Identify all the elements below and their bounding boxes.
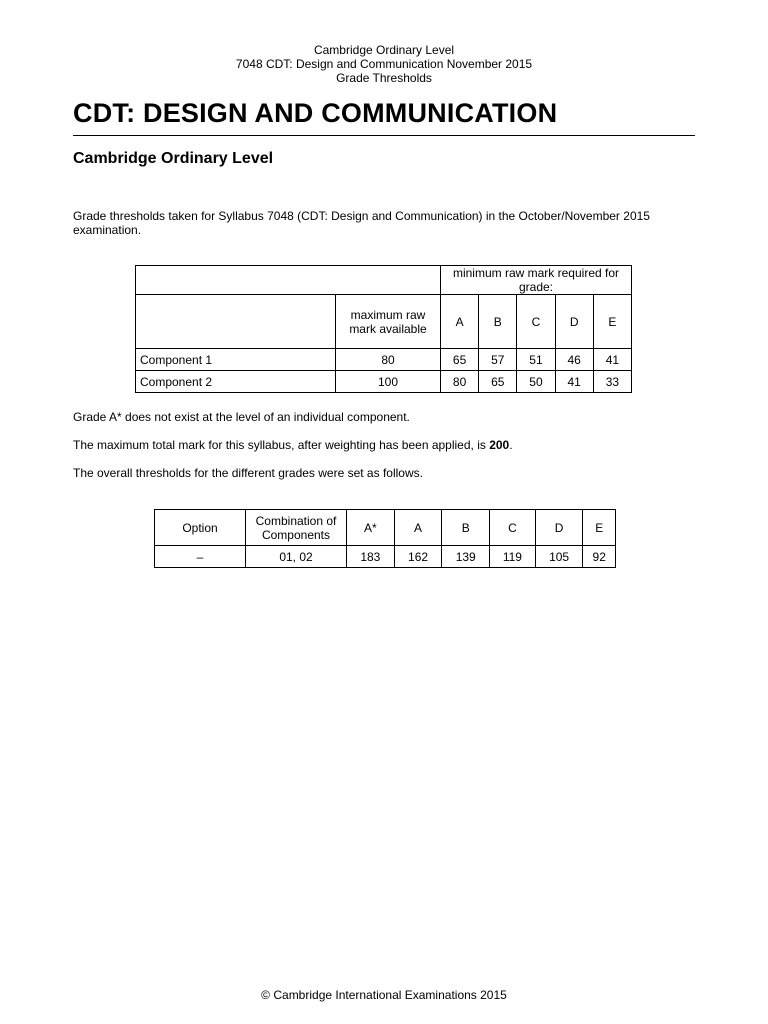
page-title: CDT: DESIGN AND COMMUNICATION	[73, 98, 558, 128]
overall-note: The overall thresholds for the different grades were set as follows.	[73, 466, 423, 480]
threshold-cell: 51	[517, 349, 555, 371]
threshold-cell: 139	[442, 546, 490, 568]
grade-header: B	[479, 295, 517, 349]
threshold-cell: 183	[347, 546, 395, 568]
component-name: Component 1	[136, 349, 336, 371]
copyright-footer: © Cambridge International Examinations 2015	[261, 988, 507, 1002]
combination-cell: 01, 02	[246, 546, 347, 568]
component-thresholds-table	[135, 265, 632, 393]
threshold-cell: 50	[517, 371, 555, 393]
option-header: Option	[155, 510, 246, 546]
max-mark-header: maximum raw mark available	[336, 295, 441, 349]
grade-header: E	[583, 510, 616, 546]
table-header-row	[136, 266, 632, 295]
grade-header: E	[593, 295, 631, 349]
threshold-cell: 41	[593, 349, 631, 371]
empty-label-cell	[136, 295, 336, 349]
threshold-cell: 162	[394, 546, 442, 568]
option-cell: –	[155, 546, 246, 568]
threshold-cell: 92	[583, 546, 616, 568]
max-total-note	[73, 438, 513, 452]
empty-corner-cell	[136, 266, 441, 295]
max-mark-cell: 100	[336, 371, 441, 393]
grade-header: A*	[347, 510, 395, 546]
astar-note: Grade A* does not exist at the level of an individual component.	[73, 410, 410, 424]
intro-paragraph: Grade thresholds taken for Syllabus 7048 (CDT: Design and Communication) in the October/November 2015 examination.	[73, 209, 650, 237]
threshold-cell: 80	[441, 371, 479, 393]
grade-span-header: minimum raw mark required for grade:	[441, 266, 632, 295]
overall-thresholds-table	[154, 509, 616, 568]
grade-header: C	[517, 295, 555, 349]
header-line-2: 7048 CDT: Design and Communication November 2015	[235, 57, 533, 71]
threshold-cell: 46	[555, 349, 593, 371]
max-total-prefix: The maximum total mark for this syllabus, after weighting has been applied, is	[73, 438, 490, 452]
component-name: Component 2	[136, 371, 336, 393]
grade-header: A	[394, 510, 442, 546]
combination-header: Combination of Components	[246, 510, 347, 546]
threshold-cell: 65	[479, 371, 517, 393]
header-line-1: Cambridge Ordinary Level	[313, 43, 455, 57]
grade-header: A	[441, 295, 479, 349]
grade-header: B	[442, 510, 490, 546]
max-total-suffix: .	[509, 438, 513, 452]
table-row	[136, 371, 632, 393]
threshold-cell: 41	[555, 371, 593, 393]
max-mark-cell: 80	[336, 349, 441, 371]
threshold-cell: 57	[479, 349, 517, 371]
grade-header: D	[555, 295, 593, 349]
table-row	[155, 546, 616, 568]
threshold-cell: 119	[490, 546, 536, 568]
grade-header: D	[535, 510, 583, 546]
threshold-cell: 105	[535, 546, 583, 568]
threshold-cell: 33	[593, 371, 631, 393]
table-row	[136, 349, 632, 371]
running-header	[0, 43, 768, 85]
table-header-row	[136, 295, 632, 349]
table-header-row	[155, 510, 616, 546]
grade-header: C	[490, 510, 536, 546]
threshold-cell: 65	[441, 349, 479, 371]
title-divider	[73, 135, 695, 136]
page-subtitle: Cambridge Ordinary Level	[73, 150, 274, 167]
header-line-3: Grade Thresholds	[336, 71, 432, 85]
max-total-value: 200	[489, 438, 510, 452]
